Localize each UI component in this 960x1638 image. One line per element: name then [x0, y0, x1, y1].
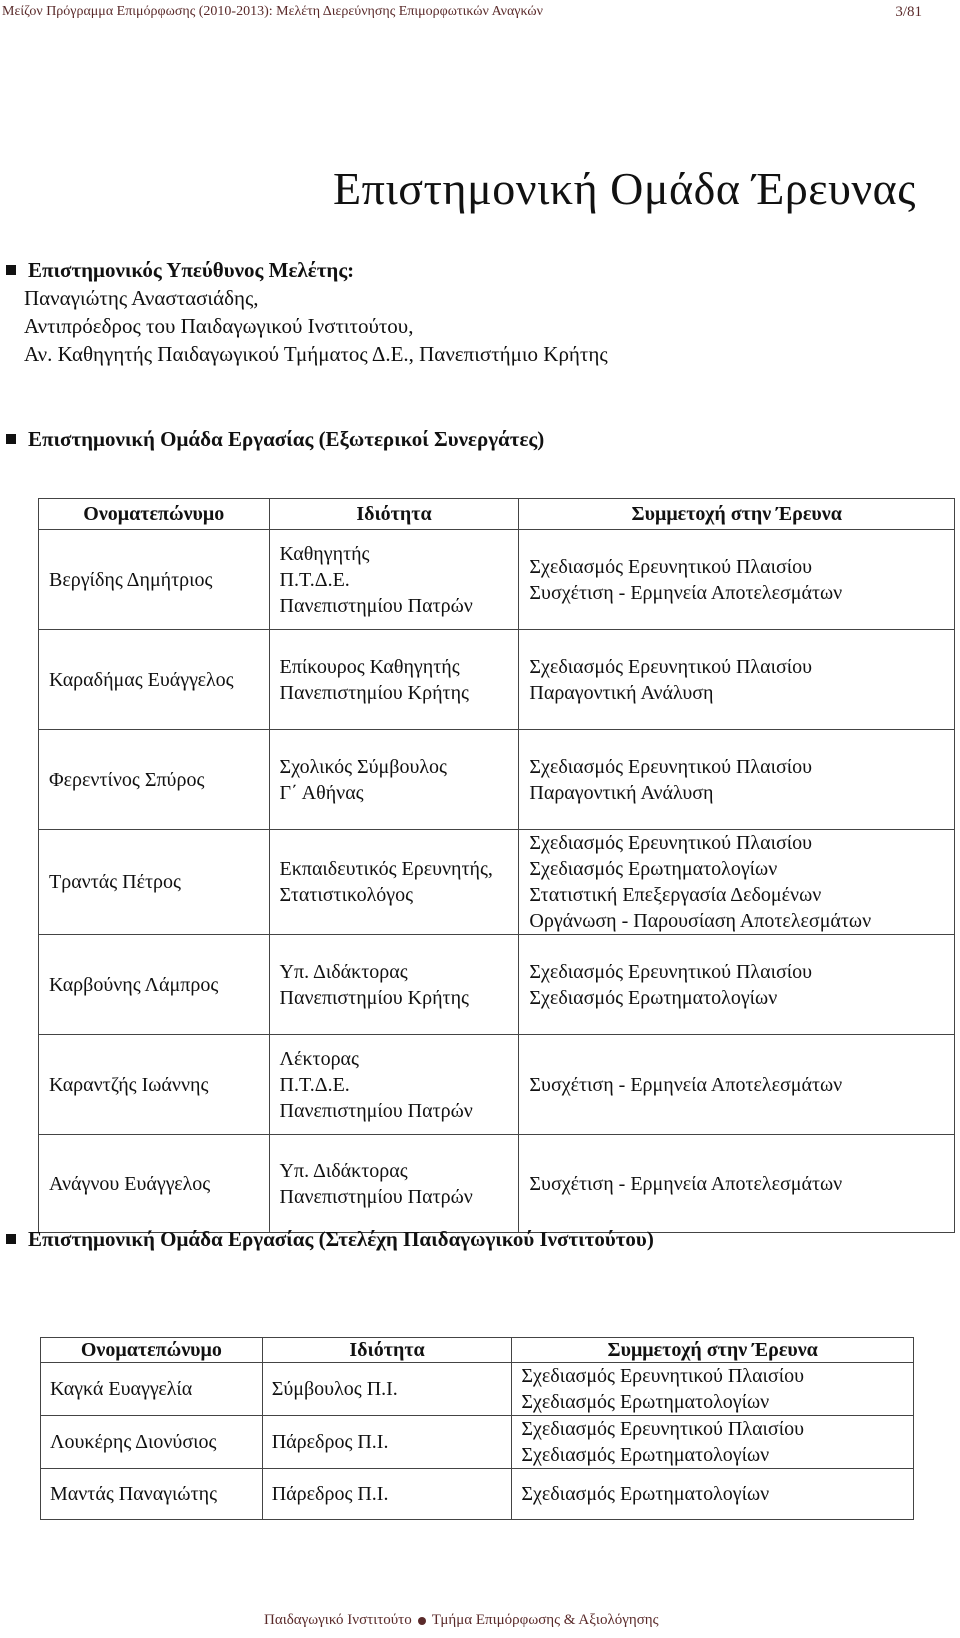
role-line: Λέκτορας	[279, 1047, 359, 1070]
column-header: Συμμετοχή στην Έρευνα	[519, 499, 955, 530]
bullet-dot-icon	[418, 1617, 426, 1625]
participation-cell	[512, 1416, 914, 1469]
role-line: Στατιστικολόγος	[279, 884, 414, 906]
column-header: Ιδιότητα	[262, 1338, 512, 1363]
table-row	[39, 935, 955, 1035]
column-header: Ονοματεπώνυμο	[39, 499, 270, 530]
role-cell	[269, 1135, 519, 1233]
table-row	[39, 1135, 955, 1233]
lead-line: Παναγιώτης Αναστασιάδης,	[24, 286, 259, 310]
table-row	[39, 1035, 955, 1135]
lead-line: Αν. Καθηγητής Παιδαγωγικού Τμήματος Δ.Ε., Πανεπιστήμιο Κρήτης	[24, 342, 608, 366]
name-cell: Λουκέρης Διονύσιος	[41, 1416, 263, 1469]
participation-cell	[519, 935, 955, 1035]
section-heading-text: Επιστημονική Ομάδα Εργασίας (Εξωτερικοί Συνεργάτες)	[28, 427, 545, 451]
square-bullet-icon	[6, 434, 16, 444]
role-line: Πανεπιστημίου Κρήτης	[279, 681, 469, 704]
column-header: Ιδιότητα	[269, 499, 519, 530]
running-header: Μείζον Πρόγραμμα Επιμόρφωσης (2010-2013): Μελέτη Διερεύνησης Επιμορφωτικών Αναγκών	[2, 4, 543, 19]
participation-line: Σχεδιασμός Ερωτηματολογίων	[521, 1444, 770, 1466]
table-row	[39, 730, 955, 830]
participation-cell	[512, 1363, 914, 1416]
participation-line: Σχεδιασμός Ερευνητικού Πλαισίου	[529, 755, 813, 778]
participation-cell	[519, 630, 955, 730]
name-cell: Φερεντίνος Σπύρος	[39, 730, 270, 830]
participation-line: Παραγοντική Ανάλυση	[529, 681, 714, 704]
table-row	[39, 530, 955, 630]
role-cell	[269, 630, 519, 730]
role-line: Σχολικός Σύμβουλος	[279, 755, 447, 778]
role-cell	[262, 1416, 512, 1469]
section-heading-institute	[6, 1227, 654, 1252]
section-heading-text: Επιστημονική Ομάδα Εργασίας (Στελέχη Παιδαγωγικού Ινστιτούτου)	[28, 1227, 654, 1251]
role-cell	[262, 1469, 512, 1520]
name-cell: Βεργίδης Δημήτριος	[39, 530, 270, 630]
role-line: Εκπαιδευτικός Ερευνητής,	[279, 858, 493, 880]
participation-line: Συσχέτιση - Ερμηνεία Αποτελεσμάτων	[529, 1172, 843, 1195]
institute-staff-table	[40, 1337, 914, 1520]
role-cell	[269, 530, 519, 630]
participation-line: Στατιστική Επεξεργασία Δεδομένων	[529, 884, 822, 906]
role-line: Πανεπιστημίου Πατρών	[279, 1099, 473, 1122]
lead-line: Αντιπρόεδρος του Παιδαγωγικού Ινστιτούτου,	[24, 314, 414, 338]
square-bullet-icon	[6, 1234, 16, 1244]
participation-line: Σχεδιασμός Ερωτηματολογίων	[521, 1483, 770, 1505]
participation-cell	[519, 1135, 955, 1233]
page-number: 3/81	[895, 4, 922, 20]
column-header: Ονοματεπώνυμο	[41, 1338, 263, 1363]
role-line: Πανεπιστημίου Πατρών	[279, 594, 473, 617]
participation-line: Σχεδιασμός Ερευνητικού Πλαισίου	[529, 655, 813, 678]
participation-cell	[519, 530, 955, 630]
role-line: Σύμβουλος Π.Ι.	[271, 1378, 398, 1400]
table-row	[41, 1363, 914, 1416]
external-collaborators-table	[38, 498, 955, 1233]
participation-line: Σχεδιασμός Ερευνητικού Πλαισίου	[529, 555, 813, 578]
role-line: Γ΄ Αθήνας	[279, 781, 364, 804]
role-cell	[269, 1035, 519, 1135]
participation-line: Σχεδιασμός Ερευνητικού Πλαισίου	[521, 1418, 804, 1440]
participation-line: Σχεδιασμός Ερευνητικού Πλαισίου	[521, 1365, 804, 1387]
name-cell: Καρβούνης Λάμπρος	[39, 935, 270, 1035]
role-line: Πανεπιστημίου Κρήτης	[279, 986, 469, 1009]
name-cell: Καραντζής Ιωάννης	[39, 1035, 270, 1135]
role-cell	[269, 935, 519, 1035]
role-line: Πάρεδρος Π.Ι.	[271, 1431, 389, 1453]
table-row	[41, 1469, 914, 1520]
footer-left: Παιδαγωγικό Ινστιτούτο	[264, 1612, 412, 1628]
participation-line: Συσχέτιση - Ερμηνεία Αποτελεσμάτων	[529, 581, 843, 604]
square-bullet-icon	[6, 265, 16, 275]
column-header: Συμμετοχή στην Έρευνα	[512, 1338, 914, 1363]
table-row	[41, 1416, 914, 1469]
page-title: Επιστημονική Ομάδα Έρευνας	[333, 163, 916, 214]
role-line: Επίκουρος Καθηγητής	[279, 655, 460, 678]
footer-right: Τμήμα Επιμόρφωσης & Αξιολόγησης	[431, 1612, 659, 1628]
participation-line: Παραγοντική Ανάλυση	[529, 781, 714, 804]
role-cell	[269, 730, 519, 830]
section-heading-text: Επιστημονικός Υπεύθυνος Μελέτης:	[28, 258, 355, 282]
role-line: Υπ. Διδάκτορας	[279, 960, 408, 983]
participation-line: Σχεδιασμός Ερωτηματολογίων	[529, 986, 778, 1009]
role-line: Πανεπιστημίου Πατρών	[279, 1185, 473, 1208]
participation-line: Σχεδιασμός Ερευνητικού Πλαισίου	[529, 960, 813, 983]
role-cell	[269, 830, 519, 935]
name-cell: Μαντάς Παναγιώτης	[41, 1469, 263, 1520]
name-cell: Καραδήμας Ευάγγελος	[39, 630, 270, 730]
table-row	[39, 630, 955, 730]
name-cell: Τραντάς Πέτρος	[39, 830, 270, 935]
participation-cell	[519, 1035, 955, 1135]
participation-line: Σχεδιασμός Ερωτηματολογίων	[529, 858, 778, 880]
participation-line: Σχεδιασμός Ερωτηματολογίων	[521, 1391, 770, 1413]
page-footer	[264, 1612, 659, 1629]
name-cell: Καγκά Ευαγγελία	[41, 1363, 263, 1416]
participation-cell	[519, 830, 955, 935]
role-line: Π.Τ.Δ.Ε.	[279, 568, 350, 591]
role-line: Υπ. Διδάκτορας	[279, 1159, 408, 1182]
participation-line: Συσχέτιση - Ερμηνεία Αποτελεσμάτων	[529, 1073, 843, 1096]
participation-cell	[519, 730, 955, 830]
participation-line: Σχεδιασμός Ερευνητικού Πλαισίου	[529, 832, 813, 854]
name-cell: Ανάγνου Ευάγγελος	[39, 1135, 270, 1233]
role-cell	[262, 1363, 512, 1416]
role-line: Καθηγητής	[279, 542, 370, 565]
participation-line: Οργάνωση - Παρουσίαση Αποτελεσμάτων	[529, 910, 872, 932]
section-heading-lead	[6, 258, 354, 283]
participation-cell	[512, 1469, 914, 1520]
table-row	[39, 830, 955, 935]
section-heading-external	[6, 427, 544, 452]
role-line: Π.Τ.Δ.Ε.	[279, 1073, 350, 1096]
role-line: Πάρεδρος Π.Ι.	[271, 1483, 389, 1505]
